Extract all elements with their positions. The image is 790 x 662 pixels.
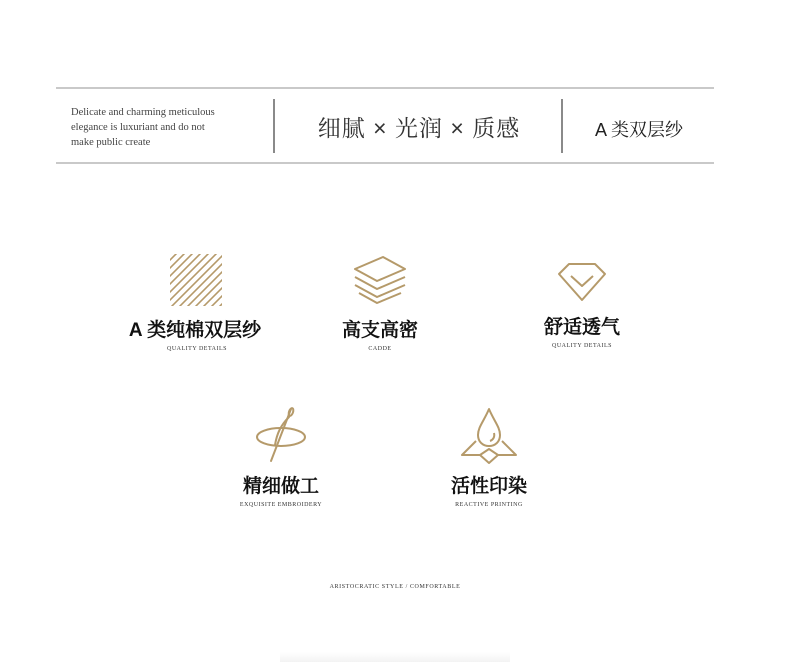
feature-printing — [389, 405, 589, 508]
feature-subtitle: REACTIVE PRINTING — [455, 502, 523, 508]
stacked-layers-icon — [349, 253, 411, 309]
banner-middle-text: 细腻 × 光润 × 质感 — [317, 115, 521, 141]
diagonal-stripes-icon — [169, 253, 225, 309]
diamond-icon — [557, 262, 607, 306]
feature-breathable — [482, 262, 682, 349]
feature-subtitle: QUALITY DETAILS — [552, 343, 612, 349]
water-drop-icon — [458, 405, 520, 465]
feature-subtitle: QUALITY DETAILS — [167, 346, 227, 352]
footer-tagline: ARISTOCRATIC STYLE / COMFORTABLE — [329, 584, 461, 590]
feature-title: 精细做工 — [242, 476, 319, 497]
feature-craftsmanship — [181, 405, 381, 508]
feature-title: 活性印染 — [450, 476, 527, 497]
banner-bottom-line — [56, 162, 714, 164]
bottom-edge-shadow — [280, 652, 510, 662]
banner-top-line — [56, 87, 714, 89]
banner-right-text: A 类双层纱 — [594, 120, 683, 140]
feature-title: 舒适透气 — [543, 317, 620, 338]
feature-title: 高支高密 — [341, 320, 418, 341]
feature-subtitle: EXQUISITE EMBROIDERY — [239, 502, 323, 508]
needle-thread-icon — [251, 405, 311, 465]
feature-density — [280, 253, 480, 352]
feature-subtitle: CADDE — [368, 346, 392, 352]
feature-cotton — [97, 253, 297, 352]
banner-divider-left — [273, 99, 275, 153]
feature-title: A 类纯棉双层纱 — [128, 320, 262, 341]
banner-english-text: Delicate and charming meticulous elegance is luxuriant and do not make public create — [71, 107, 215, 148]
